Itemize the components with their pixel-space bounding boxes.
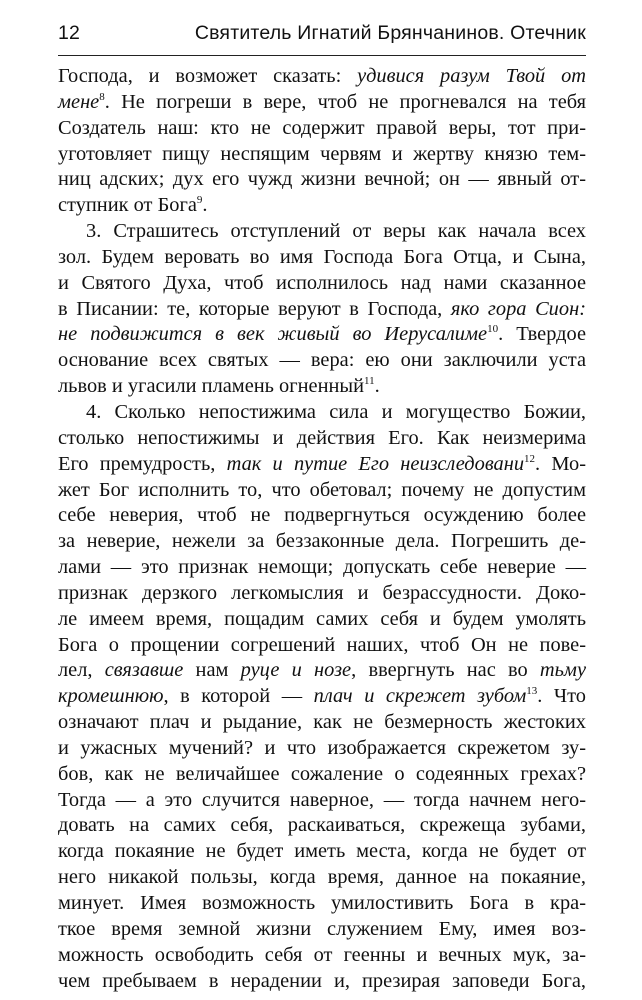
- text-run: . Мо-: [535, 452, 586, 475]
- text-line: [58, 322, 586, 348]
- footnote-marker: 12: [524, 452, 536, 465]
- text-line: [58, 917, 586, 943]
- text-run: лел,: [58, 659, 105, 682]
- body-text: [58, 64, 586, 994]
- text-run: .: [202, 194, 208, 217]
- text-run: уготовляет пищу неспящим червям и жертву князю тем-: [58, 142, 586, 165]
- text-run: . Что: [537, 685, 586, 708]
- scripture-quote: так и путие Его неизследовани: [226, 452, 525, 475]
- text-run: , в которой —: [163, 685, 314, 708]
- scripture-quote: удивися разум Твой от: [357, 65, 586, 87]
- text-run: чем пребываем в нерадении и, презирая заповеди Бога,: [58, 969, 586, 992]
- text-run: ле имеем время, пощадим самих себя и будем умолять: [58, 607, 586, 630]
- text-run: довать на самих себя, раскаиваться, скрежеща зубами,: [58, 814, 586, 837]
- footnote-marker: 13: [526, 685, 538, 698]
- scripture-quote: мене: [58, 90, 100, 113]
- scripture-quote: плач и скрежет зубом: [313, 685, 527, 708]
- scripture-quote: не подвижится в век живый во Иерусалиме: [58, 323, 488, 346]
- text-line: [58, 762, 586, 788]
- text-line: [58, 271, 586, 297]
- text-line: [58, 478, 586, 504]
- text-run: жет Бог исполнить то, что обетовал; почему не допустим: [58, 478, 586, 501]
- text-run: когда покаяние не будет иметь места, когда не будет от: [58, 840, 586, 863]
- text-run: львов и угасили пламень огненный: [58, 375, 365, 398]
- running-title: Святитель Игнатий Брянчанинов. Отечник: [194, 22, 586, 44]
- text-line: [58, 684, 586, 710]
- text-run: Господа, и возможет сказать:: [58, 65, 358, 87]
- text-line: [58, 167, 586, 193]
- text-run: себе неверия, чтоб не подвергнуться осуждению более: [58, 504, 586, 527]
- text-line: [58, 607, 586, 633]
- text-line: [58, 245, 586, 271]
- text-line: [58, 297, 586, 323]
- text-run: Бога о прощении согрешений наших, чтоб Он не пове-: [58, 633, 586, 656]
- text-run: 4. Сколько непостижима сила и могущество Божии,: [86, 400, 586, 423]
- text-run: Его премудрость,: [58, 452, 227, 475]
- scripture-quote: связавше: [104, 659, 184, 682]
- text-line: [58, 374, 586, 400]
- text-run: .: [374, 375, 380, 398]
- text-run: и Святого Духа, чтоб исполнилось над нами сказанное: [58, 271, 586, 294]
- text-line: [58, 452, 586, 478]
- scripture-quote: руце и нозе: [240, 659, 352, 682]
- text-run: в Писании: те, которые веруют в Господа,: [58, 297, 451, 320]
- text-line: [58, 581, 586, 607]
- text-line: [58, 736, 586, 762]
- text-line: [58, 658, 586, 684]
- text-run: зол. Будем веровать во имя Господа Бога Отца, и Сына,: [58, 245, 586, 268]
- text-line: [58, 529, 586, 555]
- text-line: [58, 839, 586, 865]
- header-rule: [58, 55, 586, 56]
- text-line: [58, 710, 586, 736]
- text-line: [58, 348, 586, 374]
- text-line: [58, 633, 586, 659]
- text-line: [58, 943, 586, 969]
- text-run: Создатель наш: кто не содержит правой веры, тот при-: [58, 116, 586, 139]
- text-line: [58, 788, 586, 814]
- text-run: и ужасных мучений? и что изображается скрежетом зу-: [58, 736, 586, 759]
- text-run: нам: [183, 659, 241, 682]
- text-run: за неверие, нежели за беззаконные дела. Погрешить де-: [58, 530, 586, 553]
- text-run: Тогда — а это случится наверное, — тогда начнем него-: [58, 788, 586, 811]
- text-run: признак дерзкого легкомыслия и безрассудности. Доко-: [58, 581, 586, 604]
- text-run: бов, как не величайшее сожаление о содеянных грехах?: [58, 762, 586, 785]
- text-line: [58, 891, 586, 917]
- text-line: [58, 400, 586, 426]
- text-run: ткое время земной жизни служением Ему, имея воз-: [58, 917, 586, 940]
- footnote-marker: 10: [487, 323, 499, 336]
- text-line: [58, 142, 586, 168]
- text-run: него никакой пользы, когда время, данное на покаяние,: [58, 866, 586, 889]
- text-line: [58, 90, 586, 116]
- text-line: [58, 219, 586, 245]
- text-run: ступник от Бога: [58, 194, 197, 217]
- text-run: . Не погреши в вере, чтоб не прогневался на тебя: [104, 90, 586, 113]
- text-run: минует. Имея возможность умилостивить Бога в кра-: [58, 892, 586, 914]
- footnote-marker: 8: [99, 91, 105, 104]
- text-line: [58, 426, 586, 452]
- footnote-marker: 11: [364, 375, 375, 388]
- footnote-marker: 9: [196, 194, 203, 207]
- scripture-quote: тьму: [539, 659, 586, 682]
- text-line: [58, 193, 586, 219]
- text-line: [58, 969, 586, 995]
- text-run: . Твердое: [498, 323, 587, 346]
- running-header: [58, 22, 586, 45]
- text-line: [58, 813, 586, 839]
- text-run: лами — это признак немощи; допускать себе неверие —: [58, 556, 586, 579]
- text-line: [58, 555, 586, 581]
- text-run: ниц адских; дух его чужд жизни вечной; он — явный от-: [58, 168, 586, 191]
- text-line: [58, 116, 586, 142]
- text-run: можность освободить себя от геенны и вечных мук, за-: [58, 943, 586, 966]
- text-line: [58, 503, 586, 529]
- text-line: [58, 64, 586, 90]
- page-number: 12: [58, 22, 81, 44]
- text-run: 3. Страшитесь отступлений от веры как начала всех: [86, 220, 586, 243]
- scripture-quote: яко гора Сион:: [450, 297, 586, 320]
- text-line: [58, 865, 586, 891]
- text-run: столько непостижимы и действия Его. Как неизмерима: [58, 426, 586, 449]
- text-run: , ввергнуть нас во: [351, 659, 540, 682]
- text-run: основание всех святых — вера: ею они заключили уста: [58, 349, 586, 372]
- text-run: означают плач и рыдание, как не безмерность жестоких: [58, 711, 586, 734]
- scripture-quote: кромешнюю: [58, 685, 164, 708]
